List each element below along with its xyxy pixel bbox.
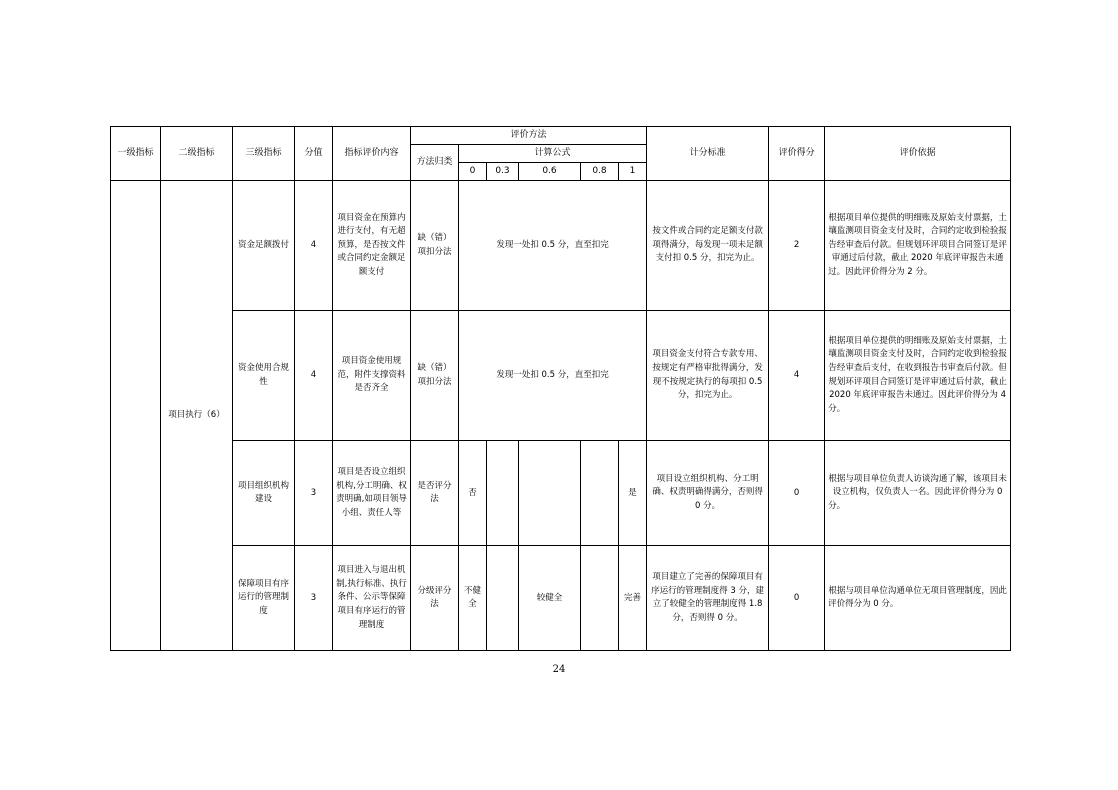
cell-scale-0: 否 [459, 441, 487, 546]
cell-basis: 根据与项目单位沟通单位无项目管理制度，因此评价得分为 0 分。 [825, 546, 1011, 651]
cell-level2: 项目执行（6） [161, 181, 233, 651]
cell-method-class: 是否评分法 [411, 441, 459, 546]
table-row [111, 441, 1011, 546]
header-method-class: 方法归类 [411, 145, 459, 181]
cell-scale-06 [519, 441, 581, 546]
cell-level3: 资金使用合规性 [233, 311, 295, 441]
cell-obtained-score: 0 [769, 546, 825, 651]
cell-scale-1: 是 [619, 441, 647, 546]
header-method-group: 评价方法 [411, 127, 647, 145]
cell-formula: 发现一处扣 0.5 分，直至扣完 [459, 181, 647, 311]
table-row [111, 181, 1011, 311]
table-row [111, 546, 1011, 651]
header-scale-1: 1 [619, 163, 647, 181]
cell-scale-1: 完善 [619, 546, 647, 651]
cell-content: 项目是否设立组织机构,分工明确、权责明确,如项目领导小组、责任人等 [333, 441, 411, 546]
header-scoring-standard: 计分标准 [647, 127, 769, 181]
cell-scale-0: 不健全 [459, 546, 487, 651]
cell-scoring-standard: 项目建立了完善的保障项目有序运行的管理制度得 3 分，建立了较健全的管理制度得 1.8 分，否则得 0 分。 [647, 546, 769, 651]
cell-level3: 资金足额拨付 [233, 181, 295, 311]
cell-basis: 根据项目单位提供的明细账及原始支付票据，土壤监测项目资金支付及时，合同约定收到检验报告经审查后付款。但规划环评项目合同签订是评审通过后付款，截止 2020 年底评审报告未通过。因此评价得分为 2 分。 [825, 181, 1011, 311]
header-basis: 评价依据 [825, 127, 1011, 181]
cell-scale-08 [581, 441, 619, 546]
cell-score: 3 [295, 546, 333, 651]
cell-obtained-score: 0 [769, 441, 825, 546]
cell-method-class: 缺（错）项扣分法 [411, 311, 459, 441]
cell-scale-03 [487, 546, 519, 651]
cell-scoring-standard: 项目资金支付符合专款专用、按规定有严格审批得满分，发现不按规定执行的每项扣 0.5 分，扣完为止。 [647, 311, 769, 441]
cell-level1 [111, 181, 161, 651]
header-scale-03: 0.3 [487, 163, 519, 181]
cell-obtained-score: 4 [769, 311, 825, 441]
cell-content: 项目资金在预算内进行支付，有无超预算，是否按文件或合同约定金额足额支付 [333, 181, 411, 311]
cell-method-class: 缺（错）项扣分法 [411, 181, 459, 311]
header-content: 指标评价内容 [333, 127, 411, 181]
table-row [111, 311, 1011, 441]
cell-formula: 发现一处扣 0.5 分，直至扣完 [459, 311, 647, 441]
header-score: 分值 [295, 127, 333, 181]
cell-score: 4 [295, 181, 333, 311]
cell-score: 4 [295, 311, 333, 441]
cell-obtained-score: 2 [769, 181, 825, 311]
page-number: 24 [552, 664, 566, 675]
cell-basis: 根据与项目单位负责人访谈沟通了解，该项目未设立机构，仅负责人一名。因此评价得分为 0 分。 [825, 441, 1011, 546]
cell-method-class: 分级评分法 [411, 546, 459, 651]
performance-evaluation-table [110, 126, 1011, 651]
header-scale-0: 0 [459, 163, 487, 181]
cell-scale-06: 较健全 [519, 546, 581, 651]
header-scale-06: 0.6 [519, 163, 581, 181]
cell-content: 项目资金使用规范，附件支撑资料是否齐全 [333, 311, 411, 441]
cell-basis: 根据项目单位提供的明细账及原始支付票据，土壤监测项目资金支付及时，合同约定收到检验报告经审查后支付，在收到报告书审查后付款。但规划环评项目合同签订是评审通过后付款，截止 2020 年底评审报告未通过。因此评价得分为 4 分。 [825, 311, 1011, 441]
cell-level3: 保障项目有序运行的管理制度 [233, 546, 295, 651]
cell-scale-03 [487, 441, 519, 546]
header-scale-08: 0.8 [581, 163, 619, 181]
cell-score: 3 [295, 441, 333, 546]
table-header-row-1 [111, 127, 1011, 145]
performance-evaluation-table-wrapper [110, 126, 1010, 651]
header-level2: 二级指标 [161, 127, 233, 181]
cell-content: 项目进入与退出机制,执行标准、执行条件、公示等保障项目有序运行的管理制度 [333, 546, 411, 651]
header-obtained-score: 评价得分 [769, 127, 825, 181]
cell-scale-08 [581, 546, 619, 651]
cell-scoring-standard: 项目设立组织机构、分工明确、权责明确得满分，否则得 0 分。 [647, 441, 769, 546]
header-formula: 计算公式 [459, 145, 647, 163]
cell-scoring-standard: 按文件或合同约定足额支付款项得满分，每发现一项未足额支付扣 0.5 分，扣完为止。 [647, 181, 769, 311]
header-level1: 一级指标 [111, 127, 161, 181]
header-level3: 三级指标 [233, 127, 295, 181]
cell-level3: 项目组织机构建设 [233, 441, 295, 546]
